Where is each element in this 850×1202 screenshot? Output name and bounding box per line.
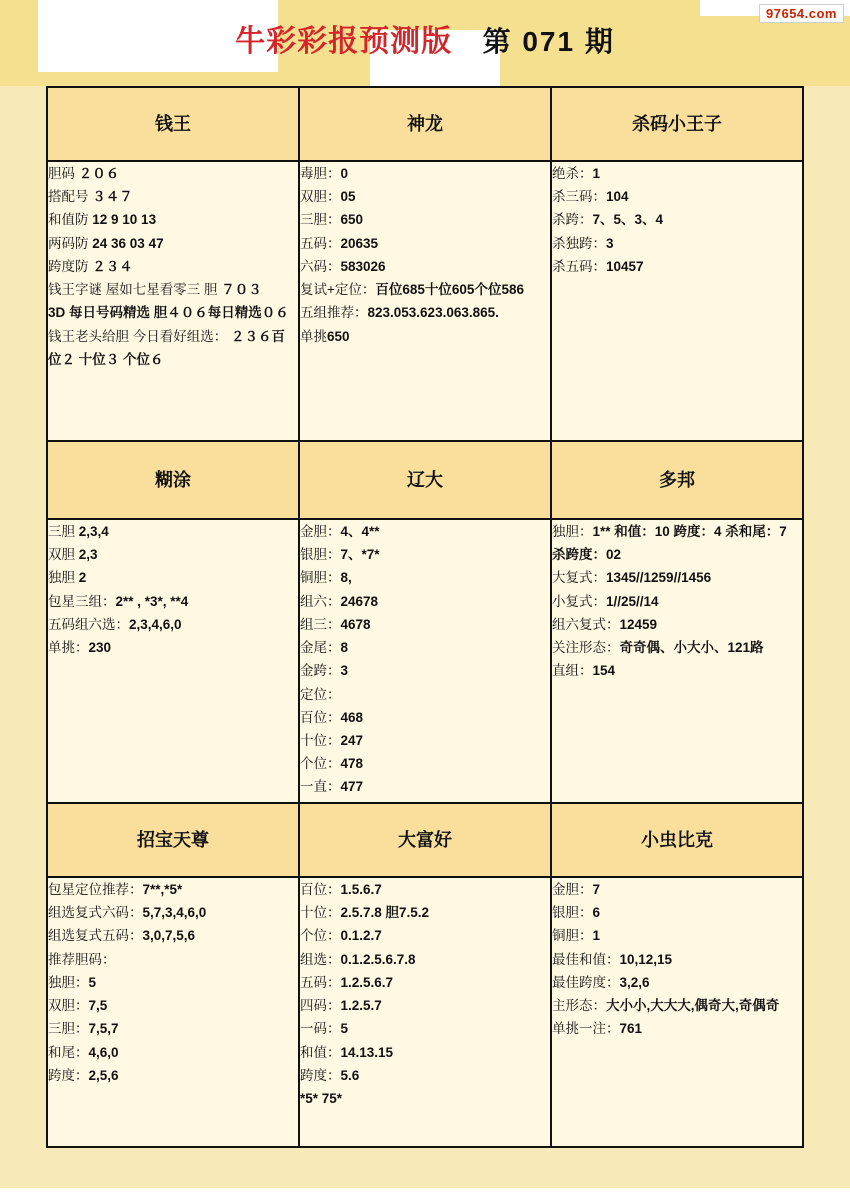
- section-title-xiaochongbike: 小虫比克: [551, 803, 803, 877]
- section-body-zhaobaotianzun: [47, 877, 299, 1147]
- list-item: 钱王老头给胆 今日看好组选： ２３６百位２ 十位３ 个位６: [48, 328, 286, 367]
- forecast-grid: [46, 86, 804, 1148]
- section-body-xiaochongbike: [551, 877, 803, 1147]
- list-item: 五码：1.2.5.6.7: [300, 974, 394, 990]
- title-main-text: 牛彩彩报预测版: [235, 25, 453, 58]
- list-item: 五码：20635: [300, 235, 379, 251]
- list-item: 五组推荐：823.053.623.063.865.: [300, 305, 499, 321]
- list-item: 和值防 12 9 10 13: [48, 212, 157, 228]
- list-item: 组选：0.1.2.5.6.7.8: [300, 951, 416, 967]
- list-item: 推荐胆码：: [48, 951, 116, 967]
- section-title-hutu: 糊涂: [47, 441, 299, 519]
- list-item: 包星三组：2** , *3*, **4: [48, 593, 189, 609]
- list-item: 组选复式六码：5,7,3,4,6,0: [48, 905, 207, 921]
- list-item: 杀跨：7、5、3、4: [552, 212, 664, 228]
- grid-body-row-3: [47, 877, 803, 1147]
- page-title: [0, 16, 850, 60]
- list-item: 胆码 ２０６: [48, 166, 120, 181]
- list-item: 组选复式五码：3,0,7,5,6: [48, 928, 196, 944]
- section-body-qianwang: [47, 161, 299, 441]
- site-watermark: 97654.com: [759, 4, 844, 23]
- list-item: 单挑650: [300, 328, 350, 344]
- list-item: 铜胆：8,: [300, 570, 352, 586]
- list-item: 十位：2.5.7.8 胆7.5.2: [300, 905, 430, 921]
- list-item: 钱王字谜 屋如七星看零三 胆 ７０３: [48, 282, 262, 298]
- list-item: 百位：1.5.6.7: [300, 882, 382, 897]
- section-body-hutu: [47, 519, 299, 803]
- list-item: 组六复式：12459: [552, 616, 658, 632]
- grid-header-row-2: [47, 441, 803, 519]
- list-item: 三胆：650: [300, 212, 364, 228]
- list-item: 四码：1.2.5.7: [300, 998, 382, 1014]
- section-title-qianwang: 钱王: [47, 87, 299, 161]
- list-item: 金胆：4、4**: [300, 524, 380, 539]
- grid-header-row-1: [47, 87, 803, 161]
- list-item: 跨度防 ２３４: [48, 258, 133, 274]
- section-title-duobang: 多邦: [551, 441, 803, 519]
- list-item: 个位：478: [300, 756, 364, 772]
- list-item: 银胆：7、*7*: [300, 547, 380, 563]
- section-body-duobang: [551, 519, 803, 803]
- list-item: 一直：477: [300, 779, 364, 795]
- list-item: 大复式：1345//1259//1456: [552, 570, 712, 586]
- list-item: 金尾：8: [300, 640, 349, 656]
- list-item: 和值：14.13.15: [300, 1044, 394, 1060]
- list-item: 绝杀：1: [552, 166, 601, 181]
- list-item: 银胆：6: [552, 905, 601, 921]
- section-body-dafuhao: [299, 877, 551, 1147]
- list-item: 金胆：7: [552, 882, 601, 897]
- list-item: 金跨：3: [300, 663, 349, 679]
- list-item: 杀三码：104: [552, 189, 629, 205]
- list-item: 复试+定位：百位685十位605个位586: [300, 282, 524, 298]
- list-item: 跨度：2,5,6: [48, 1067, 119, 1083]
- list-item: 包星定位推荐：7**,*5*: [48, 882, 183, 897]
- list-item: *5* 75*: [300, 1090, 343, 1106]
- list-item: 铜胆：1: [552, 928, 601, 944]
- list-item: 小复式：1//25//14: [552, 593, 659, 609]
- page-bottom-strip: [0, 1188, 850, 1202]
- list-item: 五码组六选：2,3,4,6,0: [48, 616, 182, 632]
- list-item: 搭配号 ３４７: [48, 189, 133, 205]
- list-item: 毒胆：0: [300, 166, 349, 181]
- list-item: 三胆：7,5,7: [48, 1021, 119, 1037]
- list-item: 个位：0.1.2.7: [300, 928, 382, 944]
- section-title-liaoda: 辽大: [299, 441, 551, 519]
- list-item: 独胆 2: [48, 570, 87, 586]
- list-item: 百位：468: [300, 709, 364, 725]
- list-item: 独胆：1** 和值：10 跨度：4 杀和尾：7 杀跨度：02: [552, 524, 787, 563]
- list-item: 双胆：05: [300, 189, 356, 205]
- list-item: 三胆 2,3,4: [48, 524, 109, 539]
- list-item: 杀五码：10457: [552, 258, 644, 274]
- list-item: 六码：583026: [300, 258, 386, 274]
- list-item: 两码防 24 36 03 47: [48, 235, 164, 251]
- list-item: 主形态：大小小,大大大,偶奇大,奇偶奇: [552, 998, 780, 1014]
- list-item: 双胆：7,5: [48, 998, 108, 1014]
- grid-body-row-1: [47, 161, 803, 441]
- section-title-dafuhao: 大富好: [299, 803, 551, 877]
- list-item: 独胆：5: [48, 974, 97, 990]
- list-item: 组六：24678: [300, 593, 379, 609]
- section-title-shamaxiaowangzi: 杀码小王子: [551, 87, 803, 161]
- list-item: 直组：154: [552, 663, 616, 679]
- section-body-shamaxiaowangzi: [551, 161, 803, 441]
- list-item: 双胆 2,3: [48, 547, 98, 563]
- list-item: 一码：5: [300, 1021, 349, 1037]
- section-title-zhaobaotianzun: 招宝天尊: [47, 803, 299, 877]
- list-item: 组三：4678: [300, 616, 371, 632]
- title-issue-number: 第 071 期: [482, 26, 615, 57]
- list-item: 和尾：4,6,0: [48, 1044, 119, 1060]
- list-item: 最佳跨度：3,2,6: [552, 974, 650, 990]
- list-item: 最佳和值：10,12,15: [552, 951, 673, 967]
- section-title-shenlong: 神龙: [299, 87, 551, 161]
- section-body-shenlong: [299, 161, 551, 441]
- list-item: 十位：247: [300, 732, 364, 748]
- grid-body-row-2: [47, 519, 803, 803]
- section-body-liaoda: [299, 519, 551, 803]
- list-item: 单挑一注：761: [552, 1021, 643, 1037]
- list-item: 3D 每日号码精选 胆４０６每日精选０６: [48, 305, 289, 321]
- list-item: 杀独跨：3: [552, 235, 614, 251]
- grid-header-row-3: [47, 803, 803, 877]
- list-item: 关注形态：奇奇偶、小大小、121路: [552, 640, 764, 656]
- list-item: 单挑：230: [48, 640, 112, 656]
- list-item: 跨度：5.6: [300, 1067, 360, 1083]
- list-item: 定位：: [300, 686, 341, 702]
